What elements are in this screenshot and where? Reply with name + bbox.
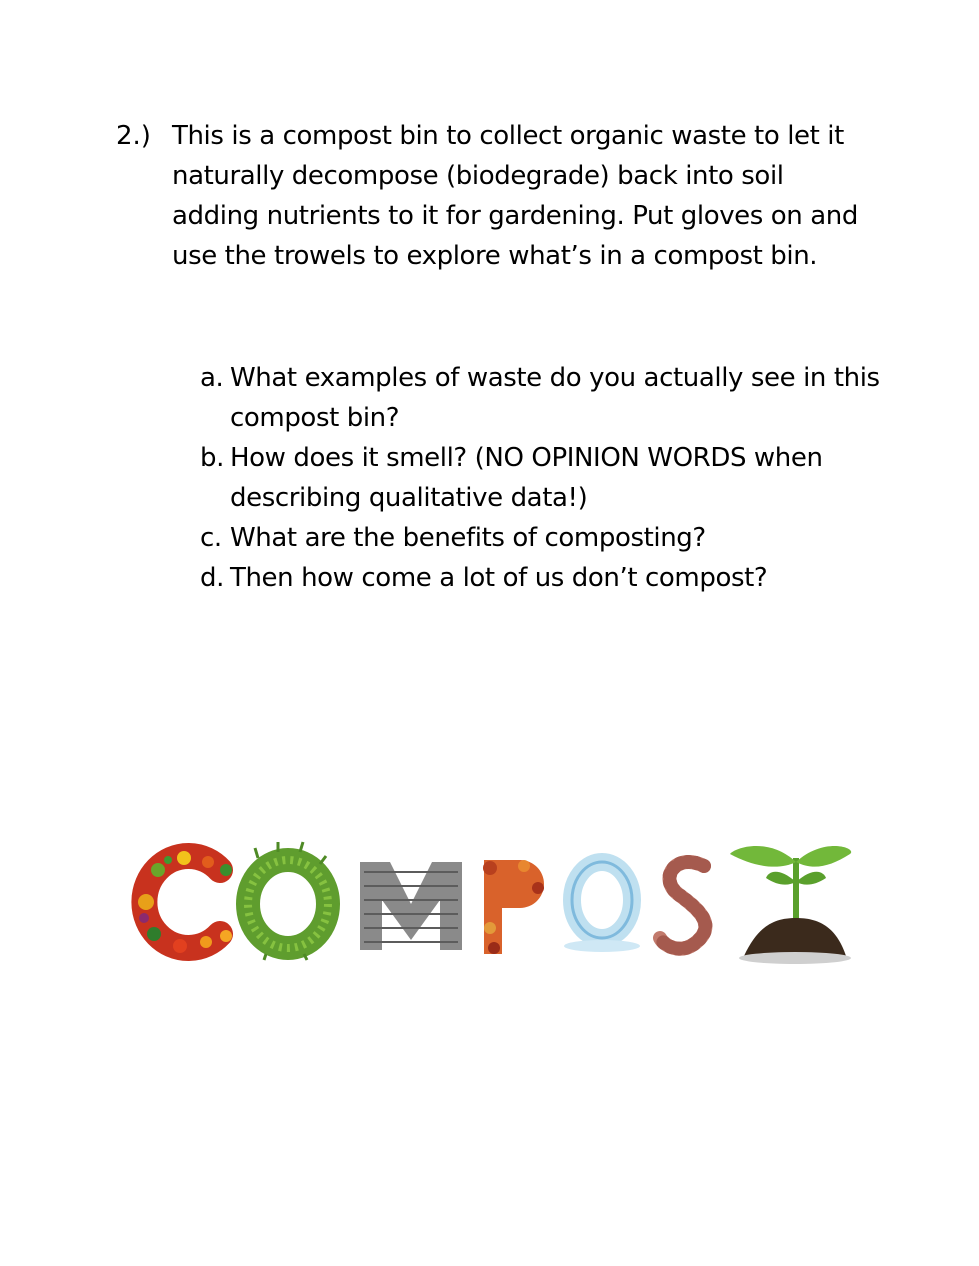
letter-s-worm (660, 862, 705, 949)
letter-m-newspaper (360, 862, 462, 950)
letter-p-leaves (483, 860, 544, 954)
sub-question-d (200, 558, 880, 598)
sub-question-text: What examples of waste do you actually see in this compost bin? (230, 363, 880, 433)
question-number: 2.) (116, 121, 151, 151)
sub-question-text: How does it smell? (NO OPINION WORDS when describing qualitative data!) (230, 443, 823, 513)
sub-question-marker: a. (200, 363, 224, 393)
sub-question-a (200, 358, 880, 438)
sub-question-c (200, 518, 880, 558)
sub-question-text: What are the benefits of composting? (230, 523, 706, 553)
question-text: This is a compost bin to collect organic waste to let it naturally decompose (biodegrade) back into soil adding nutrients to it for gardening. Put gloves on and use the trowels to explore what’s in a compost bin. (172, 121, 858, 271)
sub-question-marker: d. (200, 563, 224, 593)
question-2 (116, 116, 876, 276)
sub-question-b (200, 438, 880, 518)
sub-question-text: Then how come a lot of us don’t compost? (230, 563, 768, 593)
letter-o-water (564, 862, 640, 952)
sub-question-list (200, 358, 880, 598)
letter-c-produce (138, 851, 232, 953)
letter-o-grass (248, 842, 328, 960)
sub-question-marker: c. (200, 523, 222, 553)
letter-t-seedling (730, 846, 851, 964)
compost-word-art (128, 838, 852, 968)
sub-question-marker: b. (200, 443, 224, 473)
